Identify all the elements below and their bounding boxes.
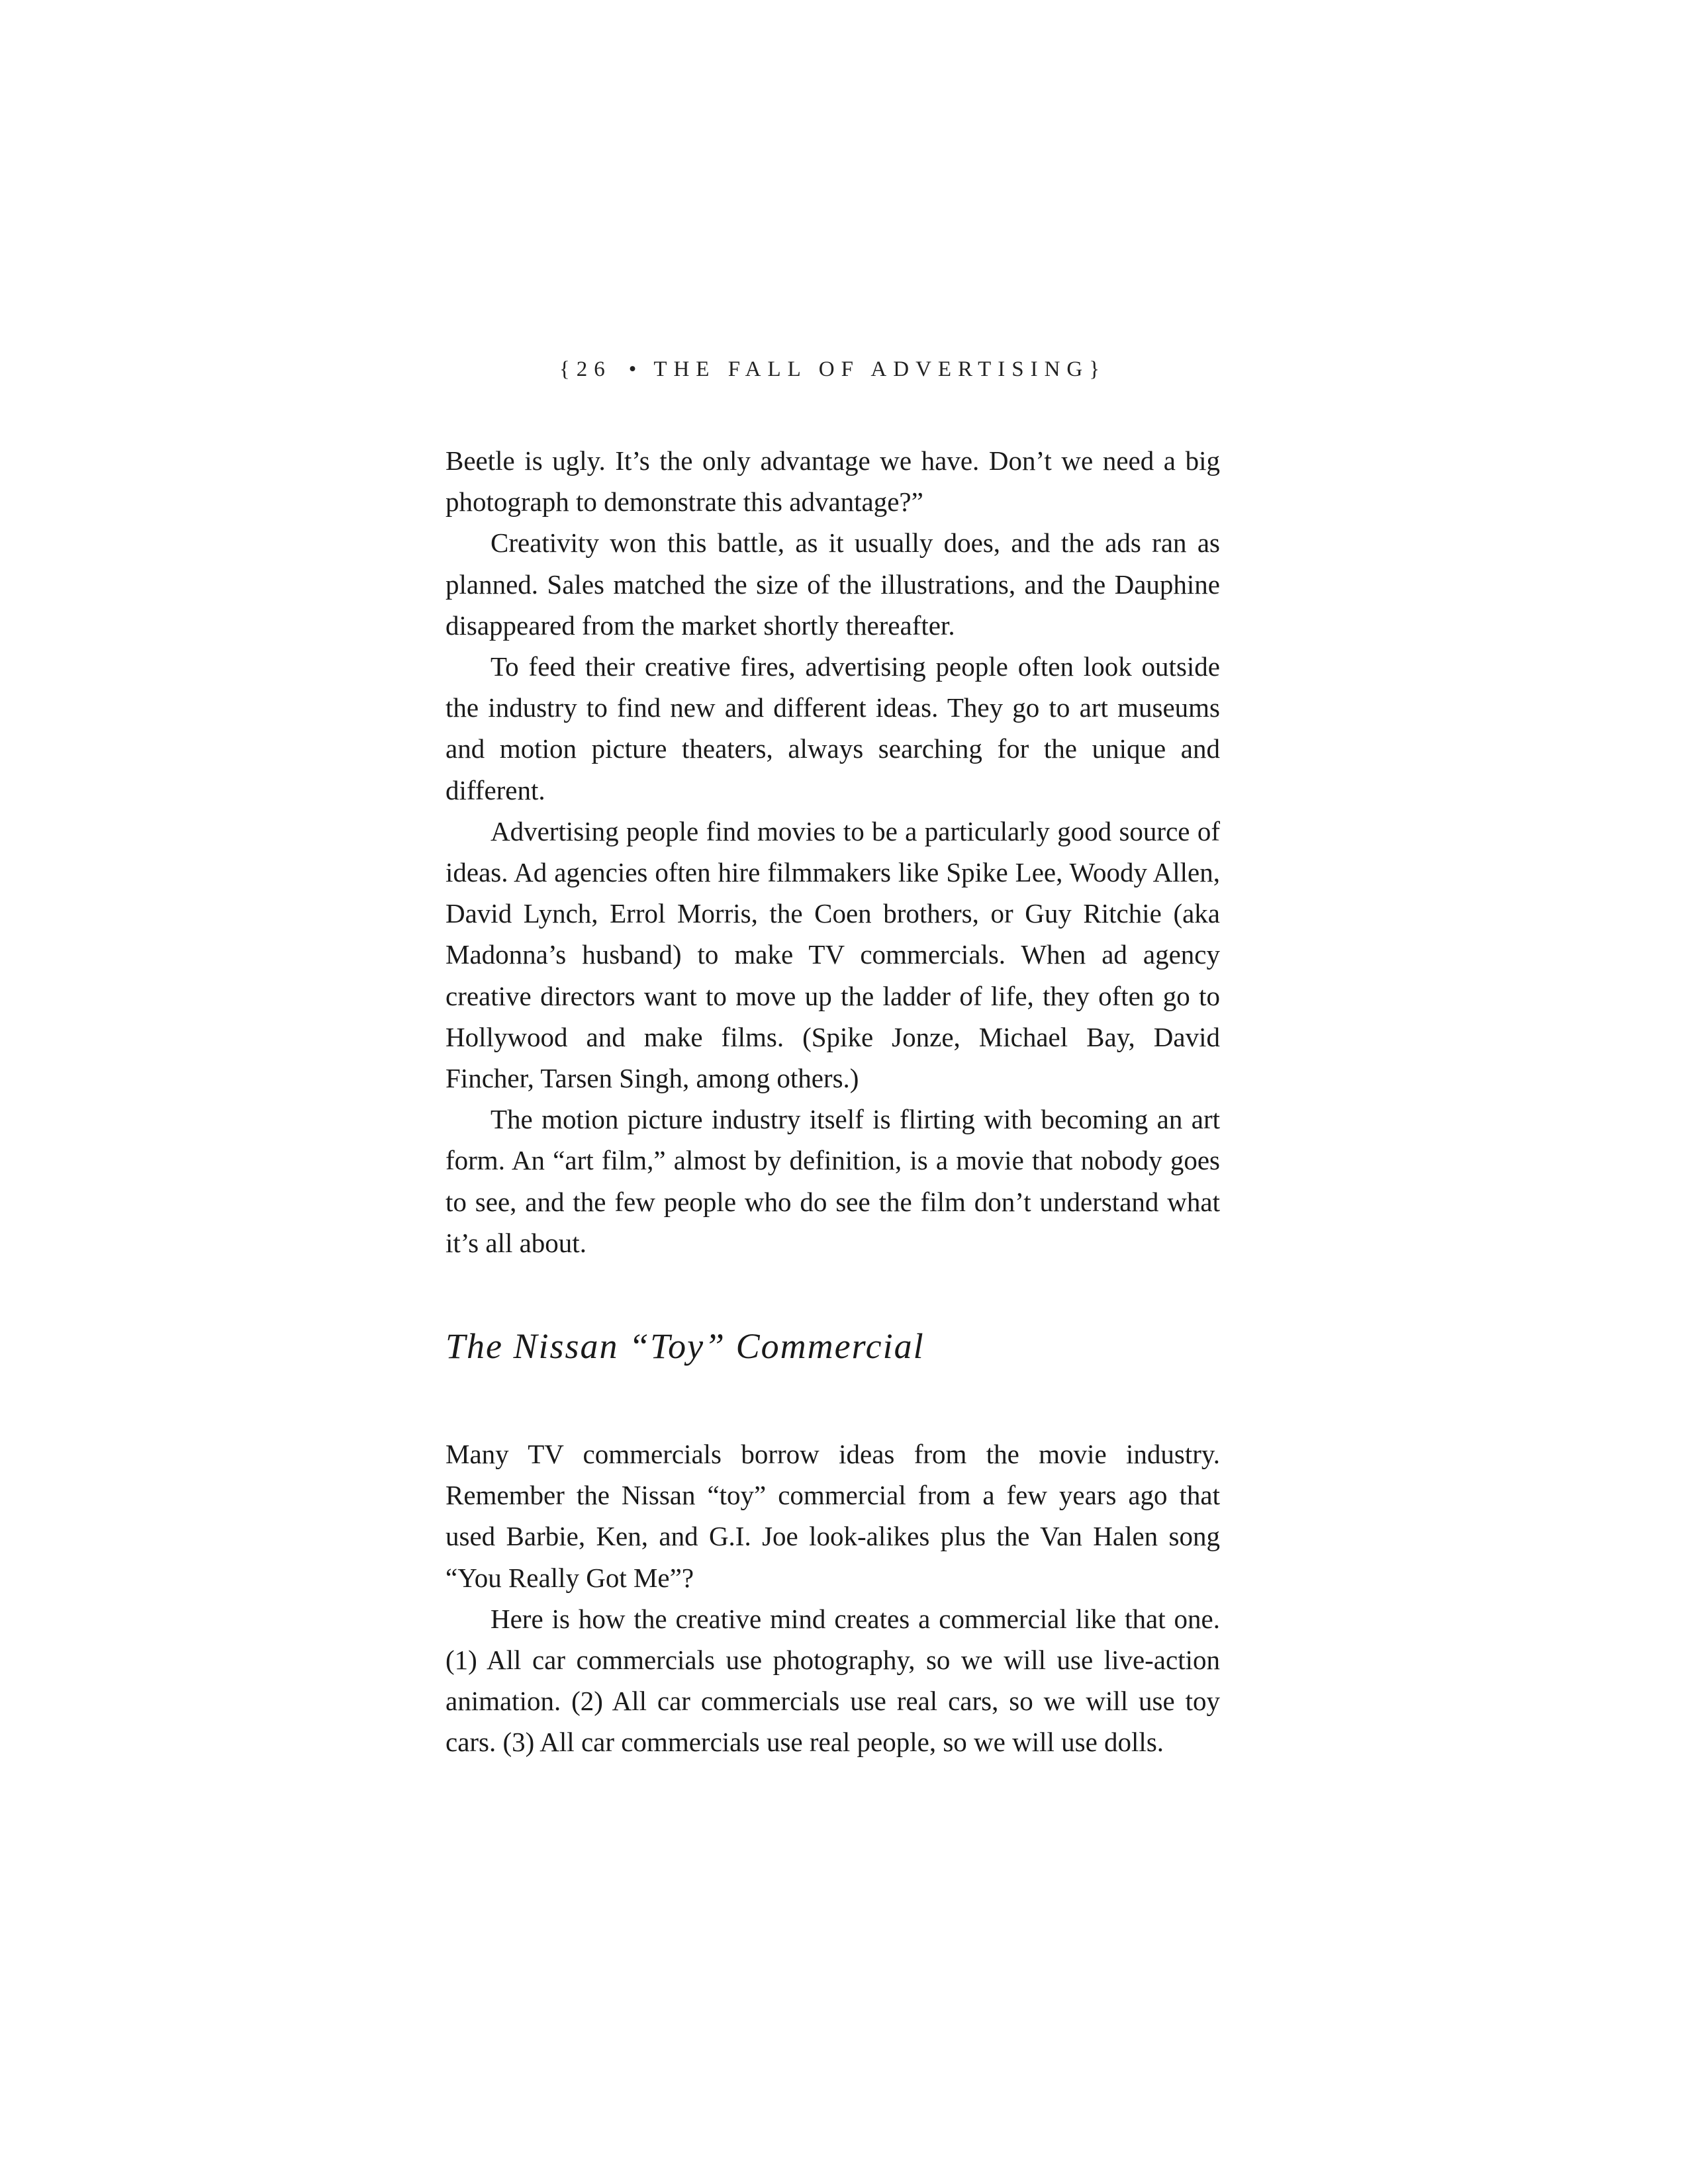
section-heading: The Nissan “Toy” Commercial <box>445 1326 925 1366</box>
body-text <box>445 440 1220 1263</box>
bullet-separator: • <box>628 357 637 381</box>
close-brace: } <box>1089 357 1107 381</box>
book-title: THE FALL OF ADVERTISING <box>653 357 1090 381</box>
page-number: 26 <box>576 357 612 381</box>
paragraph: Many TV commercials borrow ideas from the movie industry. Remember the Nissan “toy” commercial from a few years ago that used Barbie, Ken, and G.I. Joe look-alikes plus the Van Halen song “You Really Got Me”? <box>445 1439 1220 1593</box>
paragraph: Beetle is ugly. It’s the only advantage we have. Don’t we need a big photograph to demonstrate this advantage?” <box>445 445 1220 518</box>
paragraph: To feed their creative fires, advertising people often look outside the industry to find new and different ideas. They go to art museums and motion picture theaters, always searching for the unique and different. <box>445 651 1220 805</box>
paragraph: Here is how the creative mind creates a commercial like that one. (1) All car commercials use photography, so we will use live-action animation. (2) All car commercials use real cars, so we will use toy cars. (3) All car commercials use real people, so we will use dolls. <box>445 1603 1220 1758</box>
paragraph: Creativity won this battle, as it usually does, and the ads ran as planned. Sales matched the size of the illustrations, and the Dauphine disappeared from the market shortly thereafter. <box>445 527 1220 641</box>
running-head <box>445 357 1220 382</box>
paragraph: The motion picture industry itself is flirting with becoming an art form. An “art film,” almost by definition, is a movie that nobody goes to see, and the few people who do see the film don’t understand what it’s all about. <box>445 1104 1220 1258</box>
paragraph: Advertising people find movies to be a particularly good source of ideas. Ad agencies often hire filmmakers like Spike Lee, Woody Allen, David Lynch, Errol Morris, the Coen brothers, or Guy Ritchie (aka Madonna’s husband) to make TV commercials. When ad agency creative directors want to move up the ladder of life, they often go to Hollywood and make films. (Spike Jonze, Michael Bay, David Fincher, Tarsen Singh, among others.) <box>445 815 1220 1094</box>
open-brace: { <box>559 357 577 381</box>
section-body-text <box>445 1433 1220 1763</box>
